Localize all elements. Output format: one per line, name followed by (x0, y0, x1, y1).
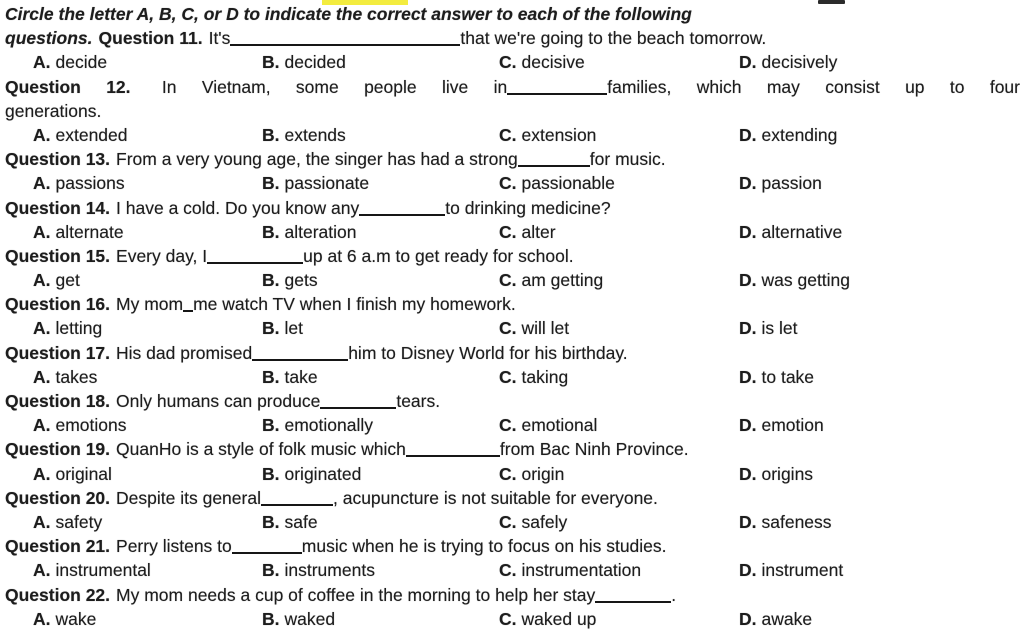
question-13-options (5, 171, 1020, 195)
option-letter-c: C. (499, 270, 517, 291)
question-19-option-c (499, 462, 739, 486)
option-text: instrumentation (521, 560, 642, 581)
option-text: passions (55, 173, 125, 194)
option-text: takes (55, 366, 98, 387)
question-22-option-a (33, 607, 262, 630)
option-letter-b: B. (262, 173, 280, 194)
option-letter-c: C. (499, 560, 517, 581)
question-11-line (5, 26, 1020, 50)
question-21-option-b (262, 558, 499, 582)
option-text: emotional (521, 415, 598, 436)
question-22-option-b (262, 607, 499, 630)
question-14-option-a (33, 220, 262, 244)
question-16-option-b (262, 316, 499, 340)
question-12-options (5, 123, 1020, 147)
question-22-label: Question 22. (5, 584, 111, 605)
question-12-option-a (33, 123, 262, 147)
question-17-line (5, 341, 1020, 365)
option-letter-b: B. (262, 318, 280, 339)
question-19-options (5, 462, 1020, 486)
option-letter-d: D. (739, 221, 757, 242)
question-14-options (5, 220, 1020, 244)
question-18-option-a (33, 413, 262, 437)
question-20-blank (261, 490, 333, 506)
question-15-option-c (499, 268, 739, 292)
option-text: emotions (55, 415, 127, 436)
question-18-option-c (499, 413, 739, 437)
question-17-label: Question 17. (5, 342, 111, 363)
question-14-pre: I have a cold. Do you know any (116, 197, 360, 218)
option-text: waked (284, 608, 336, 629)
question-14-option-c (499, 220, 739, 244)
question-21-option-d (739, 558, 1020, 582)
option-text: to take (761, 366, 815, 387)
question-14-line (5, 196, 1020, 220)
option-letter-d: D. (739, 173, 757, 194)
question-16-pre: My mom (116, 294, 184, 315)
question-20-pre: Despite its general (116, 487, 261, 508)
question-12-line (5, 75, 1020, 99)
instruction-tail: questions. (5, 28, 93, 49)
question-13-pre: From a very young age, the singer has had a strong (116, 149, 518, 170)
option-letter-a: A. (33, 270, 51, 291)
question-20-option-d (739, 510, 1020, 534)
question-22-option-c (499, 607, 739, 630)
option-text: let (284, 318, 303, 339)
option-text: emotion (761, 415, 824, 436)
option-text: extends (284, 124, 346, 145)
option-letter-d: D. (739, 52, 757, 73)
question-18-pre: Only humans can produce (116, 391, 321, 411)
option-letter-b: B. (262, 608, 280, 629)
question-21-pre: Perry listens to (116, 536, 232, 557)
question-19-option-a (33, 462, 262, 486)
option-text: decisive (521, 52, 585, 73)
instruction-line (5, 2, 1020, 26)
option-text: passionable (521, 173, 615, 194)
question-21-post: music when he is trying to focus on his studies. (301, 536, 667, 557)
option-text: passion (761, 173, 822, 194)
option-letter-b: B. (262, 52, 280, 73)
option-text: awake (761, 608, 813, 629)
question-11-options (5, 50, 1020, 74)
question-22-option-d (739, 607, 1020, 630)
option-text: passionate (284, 173, 370, 194)
instruction-text: Circle the letter A, B, C, or D to indicate the correct answer to each of the following (5, 4, 692, 24)
question-15-option-a (33, 268, 262, 292)
question-17-pre: His dad promised (116, 342, 253, 363)
question-16-label: Question 16. (5, 294, 111, 315)
question-15-options (5, 268, 1020, 292)
option-letter-d: D. (739, 318, 757, 339)
question-19-label: Question 19. (5, 439, 111, 460)
question-11-blank (230, 30, 460, 46)
question-15-label: Question 15. (5, 245, 111, 266)
option-letter-a: A. (33, 173, 51, 194)
option-text: safe (284, 511, 318, 532)
question-12-option-c (499, 123, 739, 147)
question-14-blank (359, 200, 445, 216)
question-13-option-d (739, 171, 1020, 195)
question-20-option-b (262, 510, 499, 534)
question-18-blank (320, 393, 396, 409)
question-20-option-a (33, 510, 262, 534)
question-21-label: Question 21. (5, 536, 111, 557)
question-18-options (5, 413, 1020, 437)
option-letter-d: D. (739, 608, 757, 629)
option-letter-c: C. (499, 52, 517, 73)
question-17-option-d (739, 365, 1020, 389)
question-22-blank (595, 587, 671, 603)
question-16-option-c (499, 316, 739, 340)
question-19-line (5, 437, 1020, 461)
option-text: instrument (761, 560, 844, 581)
question-18-post: tears. (396, 391, 441, 411)
question-19-blank (406, 441, 500, 457)
option-text: decide (55, 52, 108, 73)
option-text: alternative (761, 221, 843, 242)
option-letter-b: B. (262, 270, 280, 291)
option-text: extension (521, 124, 597, 145)
option-text: will let (521, 318, 570, 339)
question-18-line (5, 389, 1020, 413)
option-letter-d: D. (739, 270, 757, 291)
question-16-line (5, 292, 1020, 316)
option-text: originated (284, 463, 362, 484)
option-text: safely (521, 511, 568, 532)
question-16-blank (183, 296, 193, 312)
question-20-line (5, 486, 1020, 510)
question-11-option-a (33, 50, 262, 74)
option-text: alteration (284, 221, 357, 242)
option-letter-a: A. (33, 124, 51, 145)
option-letter-b: B. (262, 560, 280, 581)
option-letter-b: B. (262, 463, 280, 484)
question-18-option-d (739, 413, 1020, 437)
question-20-post: , acupuncture is not suitable for everyone. (332, 487, 658, 508)
question-12-label: Question 12. (5, 76, 131, 97)
option-letter-a: A. (33, 415, 51, 436)
question-15-option-d (739, 268, 1020, 292)
option-letter-d: D. (739, 124, 757, 145)
question-11-pre: It's (208, 28, 231, 49)
question-15-blank (207, 248, 303, 264)
option-letter-a: A. (33, 463, 51, 484)
option-text: alter (521, 221, 556, 242)
option-letter-d: D. (739, 415, 757, 436)
question-12-continuation (5, 99, 1020, 123)
option-text: decisively (761, 52, 838, 73)
option-letter-c: C. (499, 173, 517, 194)
question-15-post: up at 6 a.m to get ready for school. (303, 245, 574, 266)
question-18-option-b (262, 413, 499, 437)
question-14-option-b (262, 220, 499, 244)
option-text: origins (761, 463, 814, 484)
question-19-post: from Bac Ninh Province. (499, 439, 689, 460)
question-17-option-a (33, 365, 262, 389)
option-text: is let (761, 318, 798, 339)
option-letter-a: A. (33, 608, 51, 629)
question-14-post: to drinking medicine? (445, 197, 611, 218)
question-13-option-a (33, 171, 262, 195)
option-text: original (55, 463, 112, 484)
option-text: letting (55, 318, 103, 339)
option-text: wake (55, 608, 97, 629)
question-20-option-c (499, 510, 739, 534)
question-13-option-c (499, 171, 739, 195)
question-16-options (5, 316, 1020, 340)
option-text: get (55, 270, 80, 291)
question-11-option-b (262, 50, 499, 74)
question-15-pre: Every day, I (116, 245, 208, 266)
option-letter-c: C. (499, 415, 517, 436)
option-letter-d: D. (739, 366, 757, 387)
question-16-option-a (33, 316, 262, 340)
option-letter-c: C. (499, 318, 517, 339)
option-letter-d: D. (739, 463, 757, 484)
question-22-post: . (671, 584, 677, 605)
question-12-pre: In Vietnam, some people live in (161, 76, 508, 97)
option-letter-b: B. (262, 415, 280, 436)
option-letter-a: A. (33, 221, 51, 242)
option-text: instruments (284, 560, 375, 581)
question-16-option-d (739, 316, 1020, 340)
option-letter-c: C. (499, 221, 517, 242)
question-21-options (5, 558, 1020, 582)
question-18-label: Question 18. (5, 391, 111, 411)
option-letter-a: A. (33, 318, 51, 339)
question-11-post: that we're going to the beach tomorrow. (460, 28, 767, 49)
question-11-option-d (739, 50, 1020, 74)
question-20-label: Question 20. (5, 487, 111, 508)
option-letter-b: B. (262, 124, 280, 145)
question-17-option-b (262, 365, 499, 389)
question-19-option-b (262, 462, 499, 486)
question-13-blank (518, 151, 590, 167)
option-letter-b: B. (262, 221, 280, 242)
test-document-page (5, 2, 1020, 630)
question-11-label: Question 11. (98, 28, 203, 49)
option-letter-c: C. (499, 511, 517, 532)
option-text: origin (521, 463, 565, 484)
question-19-pre: QuanHo is a style of folk music which (116, 439, 406, 460)
option-text: was getting (761, 270, 851, 291)
question-17-blank (252, 345, 348, 361)
question-21-option-a (33, 558, 262, 582)
question-12-post: families, which may consist up to four (607, 76, 1020, 97)
option-text: safety (55, 511, 103, 532)
question-17-option-c (499, 365, 739, 389)
question-20-options (5, 510, 1020, 534)
question-11-option-c (499, 50, 739, 74)
question-12-option-d (739, 123, 1020, 147)
option-letter-a: A. (33, 511, 51, 532)
question-21-option-c (499, 558, 739, 582)
question-12-cont-text: generations. (5, 100, 102, 121)
option-text: extending (761, 124, 838, 145)
question-17-post: him to Disney World for his birthday. (348, 342, 628, 363)
question-13-line (5, 147, 1020, 171)
question-14-label: Question 14. (5, 197, 111, 218)
question-14-option-d (739, 220, 1020, 244)
option-letter-a: A. (33, 52, 51, 73)
option-letter-c: C. (499, 463, 517, 484)
option-text: take (284, 366, 318, 387)
question-21-blank (232, 538, 302, 554)
question-22-line (5, 583, 1020, 607)
option-text: gets (284, 270, 318, 291)
option-text: emotionally (284, 415, 374, 436)
option-text: extended (55, 124, 128, 145)
question-22-pre: My mom needs a cup of coffee in the morning to help her stay (116, 584, 596, 605)
option-letter-a: A. (33, 560, 51, 581)
question-15-line (5, 244, 1020, 268)
option-letter-d: D. (739, 511, 757, 532)
option-text: decided (284, 52, 346, 73)
question-21-line (5, 534, 1020, 558)
option-text: waked up (521, 608, 597, 629)
question-13-option-b (262, 171, 499, 195)
question-12-option-b (262, 123, 499, 147)
option-text: instrumental (55, 560, 151, 581)
option-letter-c: C. (499, 124, 517, 145)
option-letter-d: D. (739, 560, 757, 581)
option-letter-b: B. (262, 366, 280, 387)
question-19-option-d (739, 462, 1020, 486)
question-17-options (5, 365, 1020, 389)
question-22-options (5, 607, 1020, 630)
option-letter-c: C. (499, 366, 517, 387)
option-text: taking (521, 366, 569, 387)
option-text: safeness (761, 511, 832, 532)
question-13-post: for music. (589, 149, 666, 170)
option-letter-a: A. (33, 366, 51, 387)
option-text: alternate (55, 221, 124, 242)
question-12-blank (507, 79, 607, 95)
option-text: am getting (521, 270, 604, 291)
question-13-label: Question 13. (5, 149, 111, 170)
question-15-option-b (262, 268, 499, 292)
option-letter-c: C. (499, 608, 517, 629)
question-16-post: me watch TV when I finish my homework. (193, 294, 516, 315)
option-letter-b: B. (262, 511, 280, 532)
